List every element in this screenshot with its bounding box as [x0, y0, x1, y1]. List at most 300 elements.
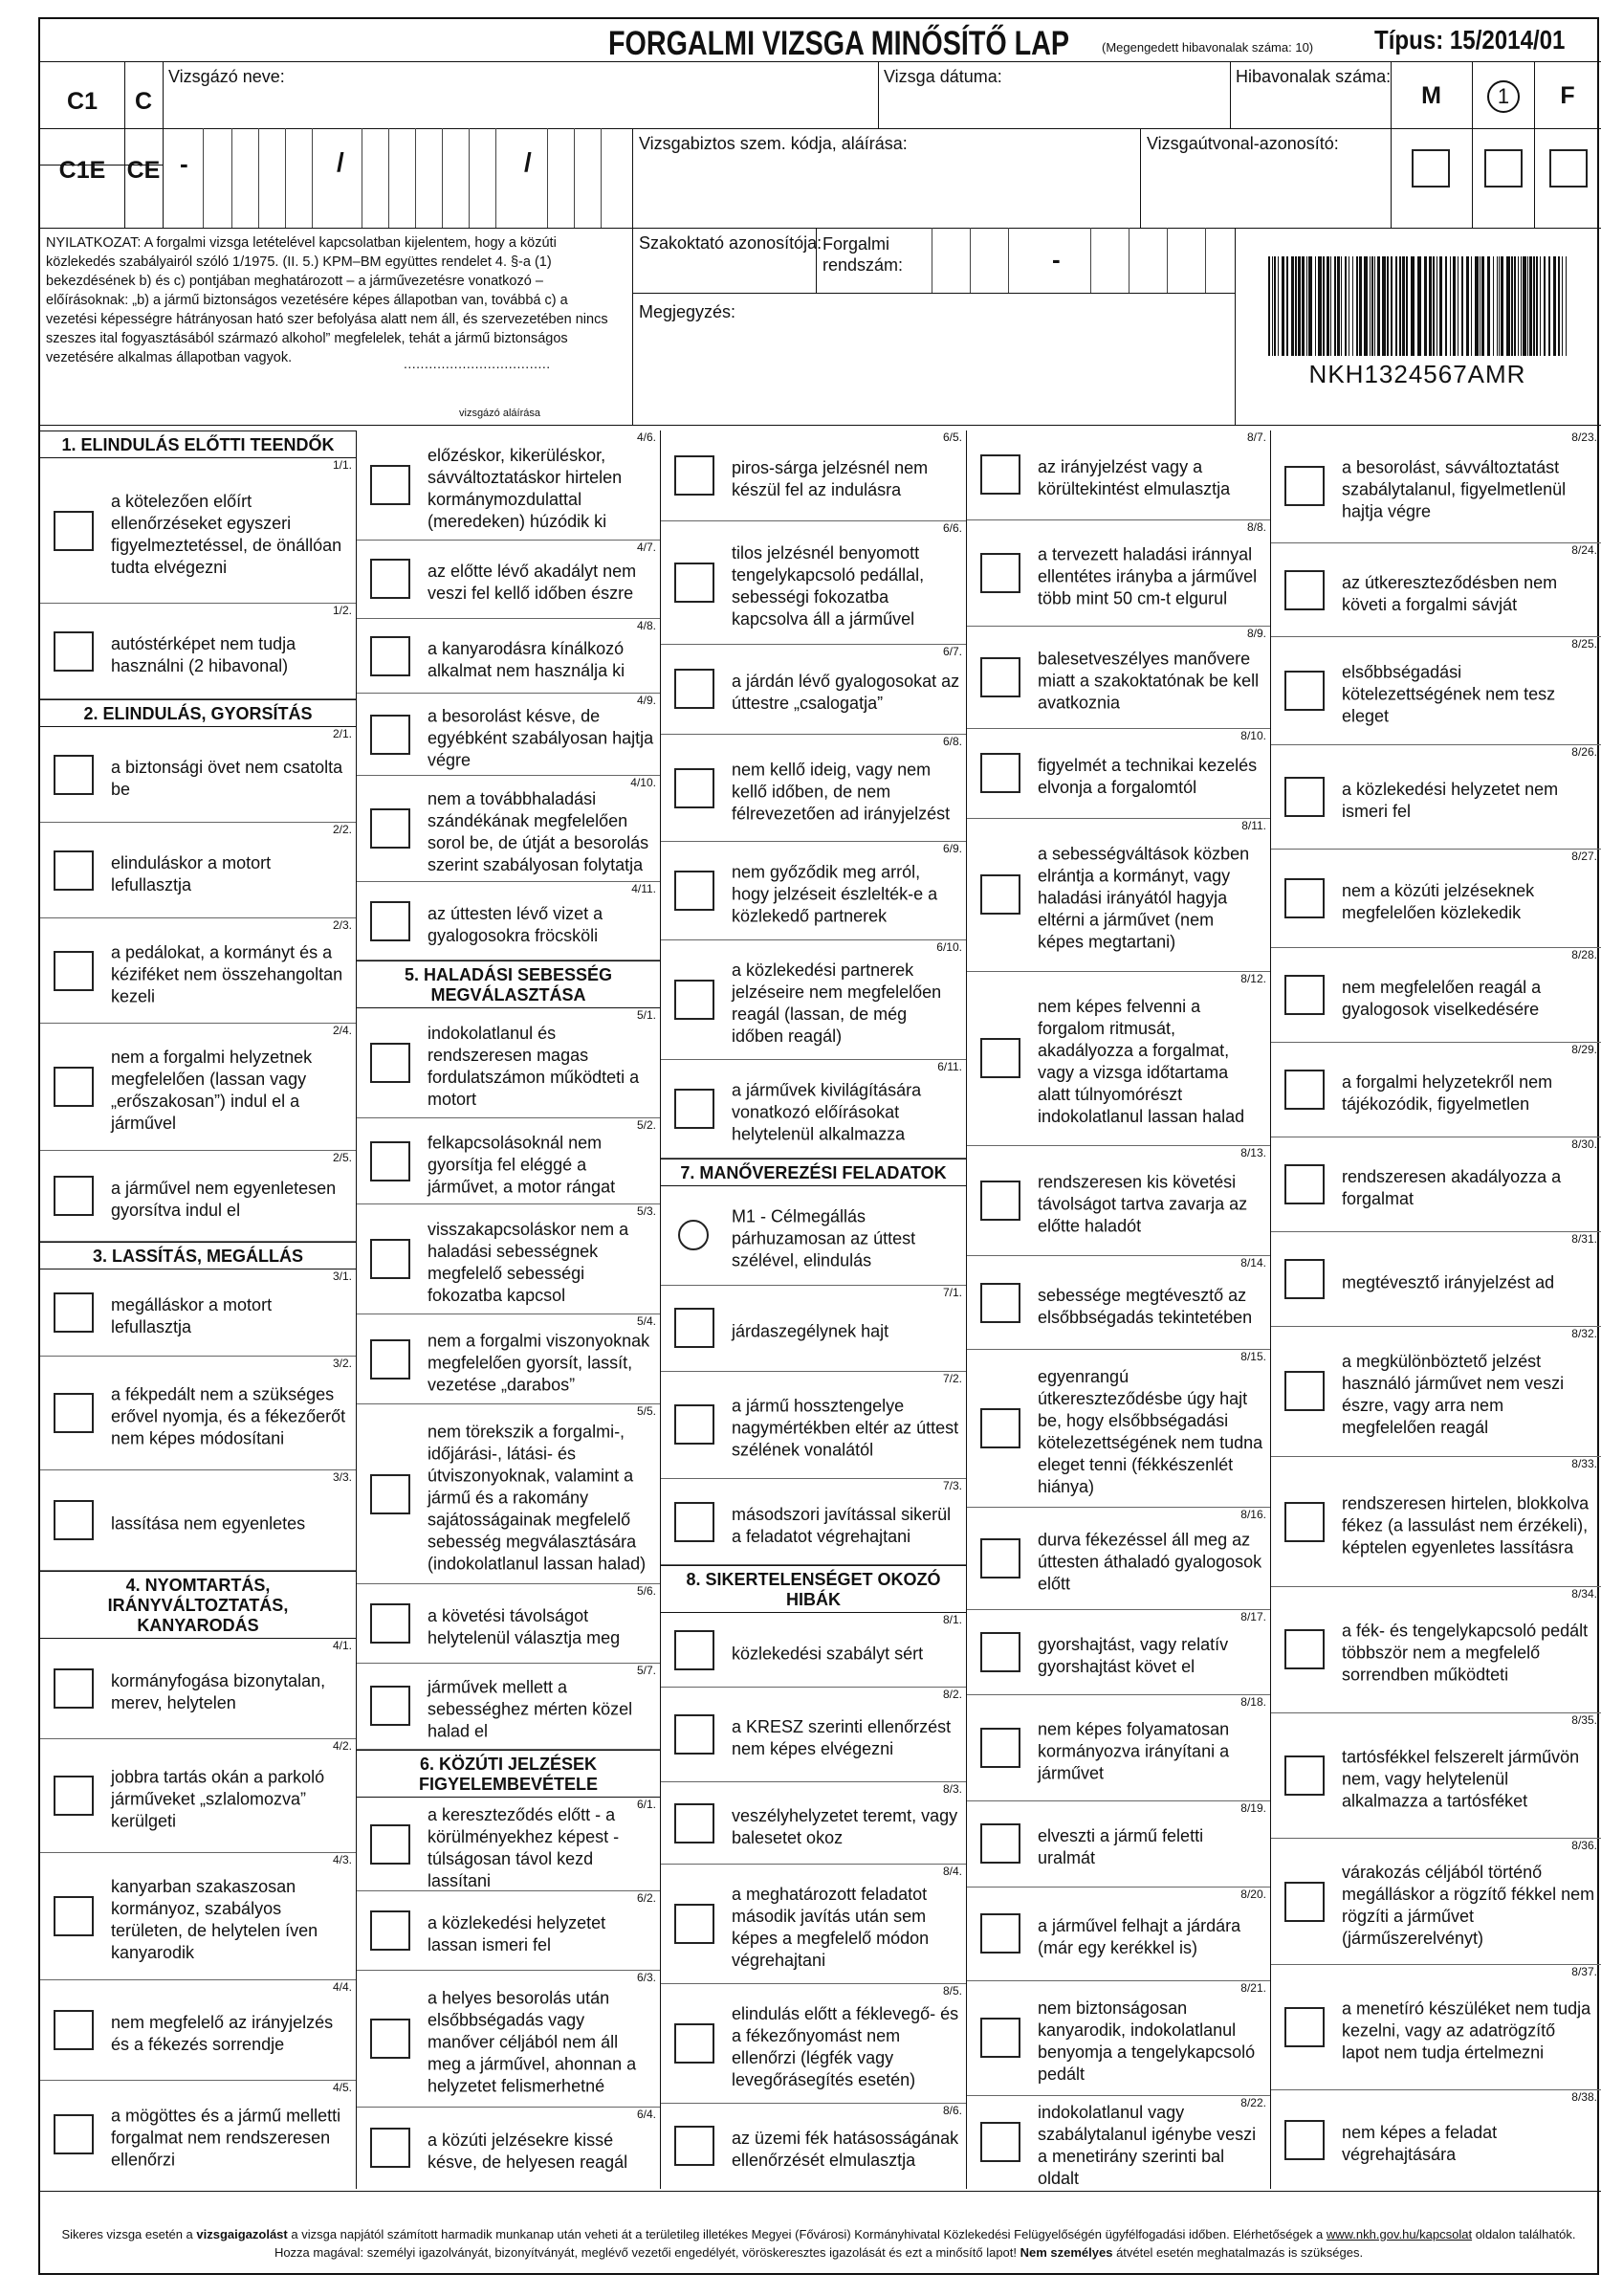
error-item	[967, 1508, 1270, 1610]
error-checkbox[interactable]	[370, 1339, 410, 1380]
error-checkbox[interactable]	[370, 1910, 410, 1951]
error-checkbox[interactable]	[54, 755, 94, 795]
error-item	[40, 1269, 356, 1357]
item-code: 5/4.	[636, 1314, 656, 1329]
footer-note: Sikeres vizsga esetén a vizsgaigazolást a vizsga napjától számított harmadik munkanap után veheti át a területileg illetékes Megyei (Fővárosi) Kormányhivatal Közlekedési Felügyelőségén ügyfélfogadási időben. Elérhetőségek a www.nkh.gov.hu/kapcsolat oldalon találhatók. Hozza magával: személyi igazolványát, bizonyítványát, meglévő vezetői engedélyét, vöröskeresztes igazolását és ezt a minősítő lapot! Nem személyes átvétel esetén meghatalmazás is szükséges.	[61, 2227, 1576, 2260]
barcode-bar	[1323, 256, 1325, 356]
item-text: nem képes folyamatosan kormányozva irányítani a járművet	[1038, 1719, 1230, 1783]
barcode-bar	[1487, 256, 1490, 356]
error-checkbox[interactable]	[54, 1896, 94, 1936]
error-item	[40, 727, 356, 823]
barcode-bar	[1466, 256, 1469, 356]
error-item	[967, 1981, 1270, 2096]
barcode-bar	[1411, 256, 1415, 356]
barcode-bar	[1461, 256, 1463, 356]
item-code: 6/5.	[942, 430, 962, 444]
id-slash-2: /	[524, 147, 532, 177]
barcode-bar	[1511, 256, 1513, 356]
item-text: a pedálokat, a kormányt és a kéziféket nem összehangoltan kezeli	[111, 942, 343, 1006]
item-text: a járművel nem egyenletesen gyorsítva indul el	[111, 1179, 337, 1221]
item-code: 5/3.	[636, 1204, 656, 1219]
barcode-bar	[1548, 256, 1550, 356]
error-checkbox[interactable]	[980, 1408, 1020, 1448]
error-checkbox[interactable]	[54, 951, 94, 991]
result-m-checkbox[interactable]	[1412, 149, 1450, 188]
item-text: egyenrangú útkereszteződésbe úgy hajt be, hogy elsőbbségadási kötelezettségének nem tudna eleget tenni (fékkészenlét hiánya)	[1038, 1367, 1263, 1497]
item-code: 7/2.	[942, 1372, 962, 1386]
error-item	[40, 1357, 356, 1470]
error-checkbox[interactable]	[1284, 2120, 1325, 2160]
item-code: 2/3.	[332, 918, 352, 933]
item-code: 8/9.	[1246, 627, 1266, 641]
item-code: 6/8.	[942, 735, 962, 749]
exam-date-field[interactable]	[882, 86, 1226, 124]
error-checkbox[interactable]	[980, 454, 1020, 495]
item-text: a közúti jelzésekre kissé késve, de helyesen reagál	[428, 2130, 628, 2173]
error-item	[357, 619, 660, 694]
footer-link[interactable]: www.nkh.gov.hu/kapcsolat	[1326, 2227, 1473, 2241]
examiner-field[interactable]	[635, 153, 1136, 224]
item-code: 8/37.	[1571, 1964, 1597, 1978]
error-item	[40, 918, 356, 1024]
item-code: 7/1.	[942, 1285, 962, 1299]
barcode-bar	[1506, 256, 1510, 356]
item-text: veszélyhelyzetet teremt, vagy balesetet okoz	[732, 1805, 958, 1847]
error-checkbox[interactable]	[370, 1686, 410, 1726]
remark-field[interactable]	[635, 323, 1230, 419]
result-m-label: M	[1421, 82, 1441, 109]
error-checkbox[interactable]	[54, 631, 94, 672]
result-one-circle: 1	[1487, 80, 1520, 113]
item-code: 8/34.	[1571, 1587, 1597, 1601]
error-checkbox[interactable]	[370, 2128, 410, 2168]
error-item	[1271, 1713, 1601, 1840]
item-code: 5/7.	[636, 1663, 656, 1677]
item-text: a sebességváltások közben elrántja a kormányt, vagy haladási irányától hagyja eltérni a járművet (nem képes megtartani)	[1038, 844, 1250, 952]
error-checkbox[interactable]	[370, 1603, 410, 1644]
item-text: a közlekedési partnerek jelzéseire nem megfelelően reagál (lassan, de még időben reagál)	[732, 960, 942, 1047]
item-text: a megkülönböztető jelzést használó járművet nem veszi észre, vagy arra nem megfelelően reagál	[1342, 1352, 1565, 1438]
item-text: nem megfelelően reagál a gyalogosok viselkedésére	[1342, 978, 1542, 1020]
error-checkbox[interactable]	[674, 669, 714, 709]
error-checkbox[interactable]	[674, 1308, 714, 1348]
error-item	[357, 1204, 660, 1314]
error-checkbox[interactable]	[54, 1176, 94, 1216]
error-checkbox[interactable]	[54, 1776, 94, 1816]
item-text: rendszeresen kis követési távolságot tartva zavarja az előtte haladót	[1038, 1172, 1248, 1236]
barcode-bar	[1391, 256, 1393, 356]
error-item	[967, 819, 1270, 972]
error-checkbox[interactable]	[370, 808, 410, 849]
item-code: 2/4.	[332, 1023, 352, 1037]
item-code: 8/28.	[1571, 948, 1597, 962]
error-checkbox[interactable]	[370, 901, 410, 941]
item-text: nem kellő ideig, vagy nem kellő időben, de nem félrevezetően ad irányjelzést	[732, 760, 951, 824]
error-checkbox[interactable]	[980, 1823, 1020, 1864]
error-checkbox[interactable]	[1284, 1502, 1325, 1542]
item-code: 6/9.	[942, 842, 962, 856]
item-text: lassítása nem egyenletes	[111, 1513, 306, 1534]
error-checkbox[interactable]	[1284, 1882, 1325, 1922]
barcode-bar	[1514, 256, 1516, 356]
item-text: tartósfékkel felszerelt járművön nem, vagy helytelenül alkalmazza a tartósféket	[1342, 1747, 1580, 1811]
error-item	[40, 458, 356, 604]
error-checkbox[interactable]	[370, 465, 410, 505]
form-type: Típus: 15/2014/01	[1374, 25, 1566, 55]
error-checkbox[interactable]	[980, 1038, 1020, 1078]
error-checkbox[interactable]	[1284, 975, 1325, 1015]
error-item	[1271, 1839, 1601, 1965]
error-checkbox[interactable]	[370, 1239, 410, 1279]
exam-date-label: Vizsga dátuma:	[884, 67, 1002, 86]
item-text: a biztonsági övet nem csatolta be	[111, 757, 343, 799]
item-code: 4/11.	[631, 882, 656, 896]
barcode-bar	[1493, 256, 1494, 356]
item-code: 8/36.	[1571, 1839, 1597, 1853]
error-item	[40, 1853, 356, 1980]
item-code: 6/2.	[636, 1891, 656, 1906]
error-checkbox[interactable]	[1284, 1259, 1325, 1299]
error-checkbox[interactable]	[54, 2010, 94, 2050]
barcode-bar	[1518, 256, 1519, 356]
barcode-bar	[1308, 256, 1312, 356]
item-code: 4/8.	[636, 618, 656, 632]
barcode-bar	[1377, 256, 1380, 356]
error-checkbox[interactable]	[370, 1824, 410, 1865]
error-checkbox[interactable]	[54, 1393, 94, 1433]
error-item	[967, 2096, 1270, 2189]
item-text: az úttesten lévő vizet a gyalogosokra fröcsköli	[428, 903, 603, 945]
item-code: 8/38.	[1571, 2090, 1597, 2105]
instructor-id-label: Szakoktató azonosítója:	[639, 233, 822, 253]
item-text: sebessége megtévesztő az elsőbbségadás tekintetében	[1038, 1285, 1253, 1327]
category-c1[interactable]: C1	[67, 88, 98, 115]
category-ce[interactable]: CE	[126, 157, 161, 184]
id-slash-1: /	[337, 147, 344, 177]
barcode-bar	[1268, 256, 1270, 356]
item-text: a kötelezően előírt ellenőrzéseket egyszeri figyelmeztetéssel, de önállóan tudta elvégezni	[111, 491, 342, 577]
error-item	[661, 1286, 966, 1373]
barcode-bar	[1387, 256, 1389, 356]
barcode-bar	[1356, 256, 1358, 356]
result-f-checkbox[interactable]	[1549, 149, 1588, 188]
error-checkbox[interactable]	[54, 850, 94, 891]
error-checkbox[interactable]	[980, 1728, 1020, 1768]
error-checkbox[interactable]	[1284, 570, 1325, 610]
barcode-number: NKH1324567AMR	[1308, 360, 1526, 388]
candidate-name-field[interactable]	[164, 86, 872, 124]
barcode-bar	[1429, 256, 1432, 356]
error-checkbox[interactable]	[54, 2114, 94, 2154]
error-checkbox[interactable]	[1284, 466, 1325, 506]
error-item	[967, 520, 1270, 627]
item-text: jobbra tartás okán a parkoló járműveket „szlalomozva” kerülgeti	[111, 1767, 325, 1831]
item-text: M1 - Célmegállás párhuzamosan az úttest szélével, elindulás	[732, 1206, 916, 1270]
item-code: 8/3.	[942, 1782, 962, 1797]
error-item	[357, 1971, 660, 2108]
column-4	[966, 430, 1270, 2189]
item-text: a helyes besorolás után elsőbbségadás vagy manőver céljából nem áll meg a járművel, ahonnan a helyzetet felismerhetné	[428, 1988, 637, 2096]
error-checkbox[interactable]	[674, 2023, 714, 2064]
item-code: 8/22.	[1240, 2095, 1266, 2109]
error-checkbox[interactable]	[370, 559, 410, 599]
error-item	[661, 645, 966, 736]
barcode-bar	[1274, 256, 1276, 356]
item-code: 8/11.	[1241, 818, 1266, 832]
barcode-bar	[1359, 256, 1362, 356]
item-code: 8/24.	[1571, 542, 1597, 557]
item-text: nem képes felvenni a forgalom ritmusát, akadályozza a forgalmat, vagy a vizsga időtartama alatt túlnyomórészt indokolatlanul lassan halad	[1038, 997, 1245, 1127]
barcode	[1264, 256, 1570, 362]
error-item	[40, 1024, 356, 1151]
error-checkbox[interactable]	[674, 1803, 714, 1843]
item-code: 6/6.	[942, 520, 962, 535]
item-code: 8/29.	[1571, 1043, 1597, 1057]
item-text: durva fékezéssel áll meg az úttesten áthaladó gyalogosok előtt	[1038, 1530, 1262, 1594]
error-checkbox[interactable]	[370, 1474, 410, 1514]
error-checkbox[interactable]	[980, 553, 1020, 593]
item-code: 6/10.	[936, 940, 962, 955]
error-item	[661, 1613, 966, 1688]
remark-label: Megjegyzés:	[639, 302, 736, 321]
error-checkbox[interactable]	[980, 874, 1020, 915]
error-checkbox[interactable]	[1284, 777, 1325, 817]
error-checkbox[interactable]	[674, 768, 714, 808]
error-checkbox[interactable]	[674, 1904, 714, 1944]
item-text: a jármű hossztengelye nagymértékben eltér az úttest szélének vonalától	[732, 1396, 959, 1460]
error-item	[357, 776, 660, 882]
barcode-bar	[1286, 256, 1288, 356]
error-checkbox[interactable]	[980, 1538, 1020, 1578]
error-item	[967, 430, 1270, 520]
section-heading: 5. HALADÁSI SEBESSÉG MEGVÁLASZTÁSA	[357, 960, 660, 1008]
item-text: visszakapcsoláskor nem a haladási sebességnek megfelelő sebességi fokozatba kapcsol	[428, 1220, 629, 1306]
error-item	[661, 1060, 966, 1159]
barcode-bar	[1272, 256, 1273, 356]
error-checkbox[interactable]	[54, 511, 94, 551]
item-code: 5/1.	[636, 1008, 656, 1023]
error-checkbox[interactable]	[674, 871, 714, 911]
error-item	[661, 1372, 966, 1479]
item-text: járművek mellett a sebességhez mérten közel halad el	[428, 1677, 633, 1741]
item-text: tilos jelzésnél benyomott tengelykapcsoló pedállal, sebességi fokozatba kapcsolva áll a járművel	[732, 542, 925, 629]
error-item	[1271, 1232, 1601, 1327]
item-text: indokolatlanul és rendszeresen magas fordulatszámon működteti a motort	[428, 1024, 640, 1110]
section-heading: 2. ELINDULÁS, GYORSÍTÁS	[40, 699, 356, 727]
error-item	[40, 1980, 356, 2081]
error-checkbox[interactable]	[54, 1500, 94, 1540]
barcode-bar	[1562, 256, 1563, 356]
item-text: a menetíró készüléket nem tudja kezelni, vagy az adatrögzítő lapot nem tudja értelmezni	[1342, 1998, 1591, 2063]
section-heading: 8. SIKERTELENSÉGET OKOZÓ HIBÁK	[661, 1565, 966, 1613]
route-id-label: Vizsgaútvonal-azonosító:	[1147, 134, 1339, 153]
error-checkbox[interactable]	[1284, 1755, 1325, 1796]
item-text: rendszeresen akadályozza a forgalmat	[1342, 1166, 1562, 1208]
error-checkbox[interactable]	[674, 1089, 714, 1129]
examiner-label: Vizsgabiztos szem. kódja, aláírása:	[639, 134, 908, 153]
barcode-bar	[1544, 256, 1546, 356]
item-text: a tervezett haladási iránnyal ellentétes irányba a járművel több mint 50 cm-t elgurul	[1038, 544, 1258, 608]
item-text: a kereszteződés előtt - a körülményekhez képest - túlságosan távol kezd lassítani	[428, 1804, 620, 1890]
item-text: a mögöttes és a jármű melletti forgalmat nem rendszeresen ellenőrzi	[111, 2106, 341, 2170]
error-item	[357, 1314, 660, 1404]
barcode-bar	[1481, 256, 1484, 356]
error-checkbox[interactable]	[674, 1630, 714, 1670]
barcode-bar	[1395, 256, 1397, 356]
barcode-bar	[1558, 256, 1560, 356]
item-text: várakozás céljából történő megálláskor a rögzítő fékkel nem rögzíti a járművet (járműszerelvényt)	[1342, 1862, 1595, 1948]
barcode-bar	[1399, 256, 1401, 356]
item-text: a járdán lévő gyalogosokat az úttestre „csalogatja”	[732, 672, 960, 714]
item-text: a besorolást késve, de egyébként szabályosan hajtja végre	[428, 706, 654, 770]
barcode-bar	[1471, 256, 1472, 356]
item-code: 8/16.	[1240, 1507, 1266, 1521]
category-c1e[interactable]: C1E	[58, 157, 106, 184]
barcode-bar	[1298, 256, 1301, 356]
error-item	[661, 842, 966, 940]
barcode-bar	[1458, 256, 1459, 356]
item-code: 4/2.	[332, 1738, 352, 1753]
item-text: másodszori javítással sikerül a feladatot végrehajtani	[732, 1504, 952, 1546]
barcode-bar	[1341, 256, 1342, 356]
error-checkbox[interactable]	[1284, 1371, 1325, 1411]
error-checkbox[interactable]	[370, 636, 410, 676]
item-code: 8/32.	[1571, 1326, 1597, 1340]
section-heading: 6. KÖZÚTI JELZÉSEK FIGYELEMBEVÉTELE	[357, 1750, 660, 1798]
error-checkbox[interactable]	[674, 1714, 714, 1755]
item-code: 5/2.	[636, 1117, 656, 1132]
error-item	[967, 1695, 1270, 1801]
item-code: 8/23.	[1571, 430, 1597, 444]
error-checkbox[interactable]	[1284, 878, 1325, 918]
barcode-bar	[1291, 256, 1294, 356]
item-text: elinduláskor a motort lefullasztja	[111, 852, 272, 894]
barcode-bar	[1501, 256, 1503, 356]
barcode-bar	[1364, 256, 1368, 356]
error-checkbox[interactable]	[54, 1292, 94, 1333]
error-checkbox[interactable]	[1284, 2007, 1325, 2047]
error-checkbox[interactable]	[1284, 1164, 1325, 1204]
error-checkbox[interactable]	[980, 2018, 1020, 2058]
item-code: 8/20.	[1240, 1887, 1266, 1901]
error-checkbox[interactable]	[674, 2126, 714, 2166]
item-code: 8/33.	[1571, 1457, 1597, 1470]
item-code: 8/26.	[1571, 745, 1597, 760]
barcode-bar	[1306, 256, 1307, 356]
item-code: 4/7.	[636, 540, 656, 554]
error-item	[40, 1151, 356, 1242]
item-code: 8/27.	[1571, 849, 1597, 863]
error-checkbox[interactable]	[980, 2122, 1020, 2162]
item-code: 5/6.	[636, 1584, 656, 1599]
error-checkbox[interactable]	[674, 455, 714, 496]
item-code: 2/5.	[332, 1151, 352, 1165]
signature-line[interactable]: ...................................	[404, 356, 551, 371]
error-item	[1271, 2090, 1601, 2189]
error-checkbox[interactable]	[370, 1043, 410, 1083]
barcode-bar	[1370, 256, 1371, 356]
barcode-bar	[1450, 256, 1451, 356]
item-code: 5/5.	[636, 1404, 656, 1419]
error-item	[661, 1865, 966, 1984]
barcode-bar	[1475, 256, 1479, 356]
error-checkbox[interactable]	[54, 1067, 94, 1107]
error-item	[1271, 1043, 1601, 1137]
error-checkbox[interactable]	[1284, 671, 1325, 711]
item-code: 6/1.	[636, 1797, 656, 1811]
error-checkbox[interactable]	[370, 2019, 410, 2059]
item-code: 4/6.	[636, 430, 656, 444]
item-code: 8/7.	[1246, 430, 1266, 444]
evaluation-sheet	[38, 17, 1599, 2275]
error-checkbox[interactable]	[980, 1181, 1020, 1221]
error-checkbox[interactable]	[370, 715, 410, 755]
result-one-checkbox[interactable]	[1484, 149, 1523, 188]
barcode-bar	[1521, 256, 1522, 356]
error-checkbox[interactable]	[674, 1404, 714, 1445]
item-code: 4/1.	[332, 1638, 352, 1652]
item-code: 8/17.	[1240, 1609, 1266, 1623]
error-item	[40, 1470, 356, 1571]
item-text: indokolatlanul vagy szabálytalanul igénybe veszi a menetirány szerinti bal oldalt	[1038, 2103, 1257, 2189]
error-item	[967, 1256, 1270, 1350]
error-checkbox[interactable]	[1284, 1629, 1325, 1669]
item-text: a fék- és tengelykapcsoló pedált többször nem a megfelelő sorrendben működteti	[1342, 1621, 1589, 1685]
error-checkbox[interactable]	[674, 1502, 714, 1542]
error-checkbox[interactable]	[980, 1913, 1020, 1954]
error-item	[967, 729, 1270, 819]
maneuver-radio[interactable]	[678, 1220, 709, 1250]
item-text: a kanyarodásra kínálkozó alkalmat nem használja ki	[428, 638, 625, 680]
barcode-bar	[1566, 256, 1567, 356]
barcode-bar	[1337, 256, 1340, 356]
item-text: figyelmét a technikai kezelés elvonja a forgalomtól	[1038, 756, 1258, 798]
error-lines-label: Hibavonalak száma:	[1236, 67, 1392, 86]
error-item	[1271, 948, 1601, 1043]
item-text: az útkereszteződésben nem követi a forgalmi sávját	[1342, 572, 1558, 614]
item-text: közlekedési szabályt sért	[732, 1644, 924, 1664]
item-code: 6/4.	[636, 2107, 656, 2121]
barcode-bar	[1382, 256, 1386, 356]
error-item	[967, 1146, 1270, 1257]
barcode-bar	[1315, 256, 1316, 356]
error-item	[1271, 543, 1601, 638]
item-code: 8/14.	[1240, 1256, 1266, 1270]
error-checkbox[interactable]	[674, 980, 714, 1020]
error-item	[1271, 1137, 1601, 1232]
error-checkbox[interactable]	[370, 1141, 410, 1181]
error-checkbox[interactable]	[980, 753, 1020, 793]
error-checkbox[interactable]	[980, 1283, 1020, 1323]
section-heading: 3. LASSÍTÁS, MEGÁLLÁS	[40, 1242, 356, 1269]
error-checkbox[interactable]	[674, 563, 714, 603]
item-code: 8/15.	[1240, 1350, 1266, 1364]
error-checkbox[interactable]	[54, 1668, 94, 1709]
error-item	[40, 604, 356, 699]
item-text: a KRESZ szerinti ellenőrzést nem képes elvégezni	[732, 1717, 952, 1759]
category-c[interactable]: C	[134, 88, 153, 115]
error-item	[661, 1479, 966, 1566]
item-text: a közlekedési helyzetet nem ismeri fel	[1342, 779, 1559, 821]
barcode-bar	[1497, 256, 1498, 356]
item-text: a járművel felhajt a járdára (már egy kerékkel is)	[1038, 1916, 1241, 1958]
item-text: nem a továbbhaladási szándékának megfelelően sorol be, de útját a besorolás szerint szabályosan folytatja	[428, 789, 649, 875]
error-checkbox[interactable]	[1284, 1070, 1325, 1110]
error-checkbox[interactable]	[980, 657, 1020, 697]
item-text: járdaszegélynek hajt	[732, 1321, 889, 1341]
item-text: elsőbbségadási kötelezettségének nem tesz eleget	[1342, 662, 1556, 726]
error-checkbox[interactable]	[980, 1632, 1020, 1672]
